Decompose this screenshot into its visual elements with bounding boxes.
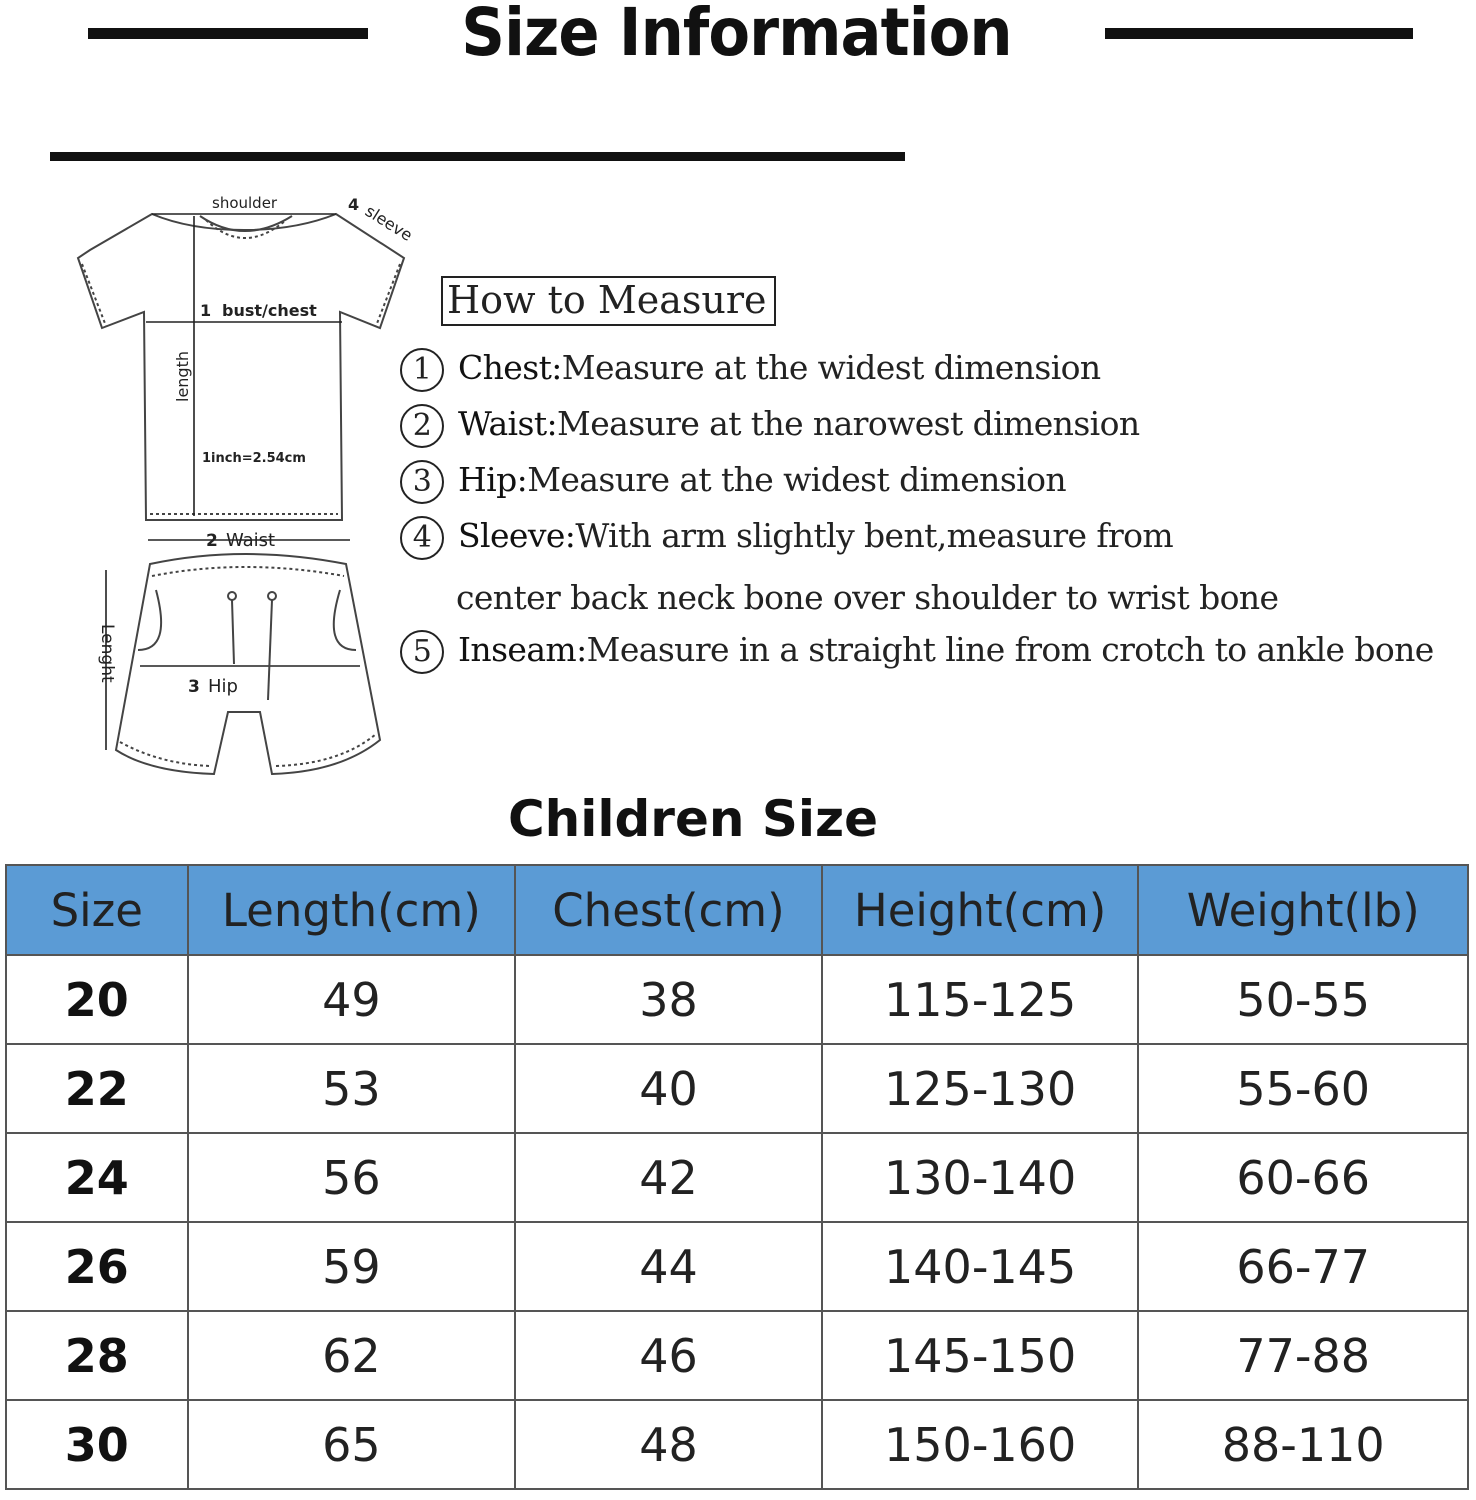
table-cell-size: 26 — [6, 1222, 188, 1311]
table-row — [6, 1133, 1468, 1222]
title-rule-right — [1105, 28, 1413, 39]
waist-number: 2 — [206, 531, 218, 551]
bust-number: 1 — [200, 301, 212, 320]
table-cell-chest: 40 — [515, 1044, 822, 1133]
instruction-term: Sleeve: — [458, 516, 576, 555]
length-label: length — [173, 351, 192, 402]
table-cell-size: 28 — [6, 1311, 188, 1400]
instruction-term: Waist: — [458, 404, 557, 443]
instruction-number: 4 — [400, 516, 444, 560]
table-cell-weight: 88-110 — [1138, 1400, 1468, 1489]
garment-measurement-diagram — [60, 180, 440, 780]
column-header-length: Length(cm) — [188, 865, 516, 955]
hip-number: 3 — [188, 677, 200, 697]
instruction-number: 3 — [400, 460, 444, 504]
instruction-sleeve-continuation: center back neck bone over shoulder to wrist bone — [456, 578, 1279, 617]
waist-label: Waist — [226, 530, 276, 551]
table-cell-chest: 48 — [515, 1400, 822, 1489]
table-cell-length: 49 — [188, 955, 516, 1044]
table-cell-size: 22 — [6, 1044, 188, 1133]
instruction-text: With arm slightly bent,measure from — [575, 516, 1174, 555]
table-cell-weight: 60-66 — [1138, 1133, 1468, 1222]
hip-label: Hip — [208, 676, 238, 697]
table-cell-chest: 44 — [515, 1222, 822, 1311]
table-cell-height: 125-130 — [822, 1044, 1139, 1133]
table-row — [6, 1400, 1468, 1489]
table-header-row — [6, 865, 1468, 955]
table-cell-height: 115-125 — [822, 955, 1139, 1044]
instruction-term: Chest: — [458, 348, 562, 387]
table-row — [6, 955, 1468, 1044]
instruction-chest — [400, 348, 1101, 392]
table-cell-length: 53 — [188, 1044, 516, 1133]
section-divider — [50, 152, 905, 161]
table-cell-height: 150-160 — [822, 1400, 1139, 1489]
sleeve-label: sleeve — [361, 201, 416, 245]
table-cell-height: 130-140 — [822, 1133, 1139, 1222]
instruction-term: Hip: — [458, 460, 528, 499]
column-header-weight: Weight(lb) — [1138, 865, 1468, 955]
instruction-text: Measure at the widest dimension — [527, 460, 1067, 499]
table-row — [6, 1311, 1468, 1400]
table-cell-weight: 66-77 — [1138, 1222, 1468, 1311]
instruction-sleeve — [400, 516, 1173, 560]
size-chart-table — [5, 864, 1469, 1490]
tshirt-outline-icon — [78, 214, 404, 520]
table-cell-size: 20 — [6, 955, 188, 1044]
instruction-text: Measure in a straight line from crotch to ankle bone — [586, 630, 1434, 669]
table-cell-chest: 38 — [515, 955, 822, 1044]
shoulder-label: shoulder — [212, 194, 278, 212]
table-cell-size: 30 — [6, 1400, 188, 1489]
instruction-term: Inseam: — [458, 630, 587, 669]
table-cell-length: 56 — [188, 1133, 516, 1222]
instruction-number: 5 — [400, 630, 444, 674]
instruction-waist — [400, 404, 1140, 448]
instruction-text: Measure at the widest dimension — [561, 348, 1101, 387]
shorts-outline-icon — [116, 554, 380, 774]
instruction-hip — [400, 460, 1066, 504]
sleeve-number: 4 — [348, 195, 360, 214]
table-cell-chest: 46 — [515, 1311, 822, 1400]
table-cell-length: 65 — [188, 1400, 516, 1489]
column-header-size: Size — [6, 865, 188, 955]
bust-chest-label: bust/chest — [222, 301, 317, 320]
table-cell-length: 59 — [188, 1222, 516, 1311]
table-cell-weight: 55-60 — [1138, 1044, 1468, 1133]
how-to-measure-title: How to Measure — [441, 276, 776, 326]
table-cell-height: 140-145 — [822, 1222, 1139, 1311]
instruction-inseam — [400, 630, 1434, 674]
lenght-label: Lenght — [97, 624, 117, 683]
title-rule-left — [88, 28, 368, 39]
instruction-number: 1 — [400, 348, 444, 392]
table-cell-length: 62 — [188, 1311, 516, 1400]
table-cell-height: 145-150 — [822, 1311, 1139, 1400]
column-header-chest: Chest(cm) — [515, 865, 822, 955]
conversion-label: 1inch=2.54cm — [202, 451, 306, 466]
table-row — [6, 1222, 1468, 1311]
column-header-height: Height(cm) — [822, 865, 1139, 955]
table-cell-size: 24 — [6, 1133, 188, 1222]
page-title: Size Information — [461, 0, 1012, 71]
table-cell-chest: 42 — [515, 1133, 822, 1222]
instruction-text: Measure at the narowest dimension — [557, 404, 1140, 443]
instruction-number: 2 — [400, 404, 444, 448]
table-title: Children Size — [507, 790, 879, 848]
table-row — [6, 1044, 1468, 1133]
table-cell-weight: 77-88 — [1138, 1311, 1468, 1400]
table-cell-weight: 50-55 — [1138, 955, 1468, 1044]
